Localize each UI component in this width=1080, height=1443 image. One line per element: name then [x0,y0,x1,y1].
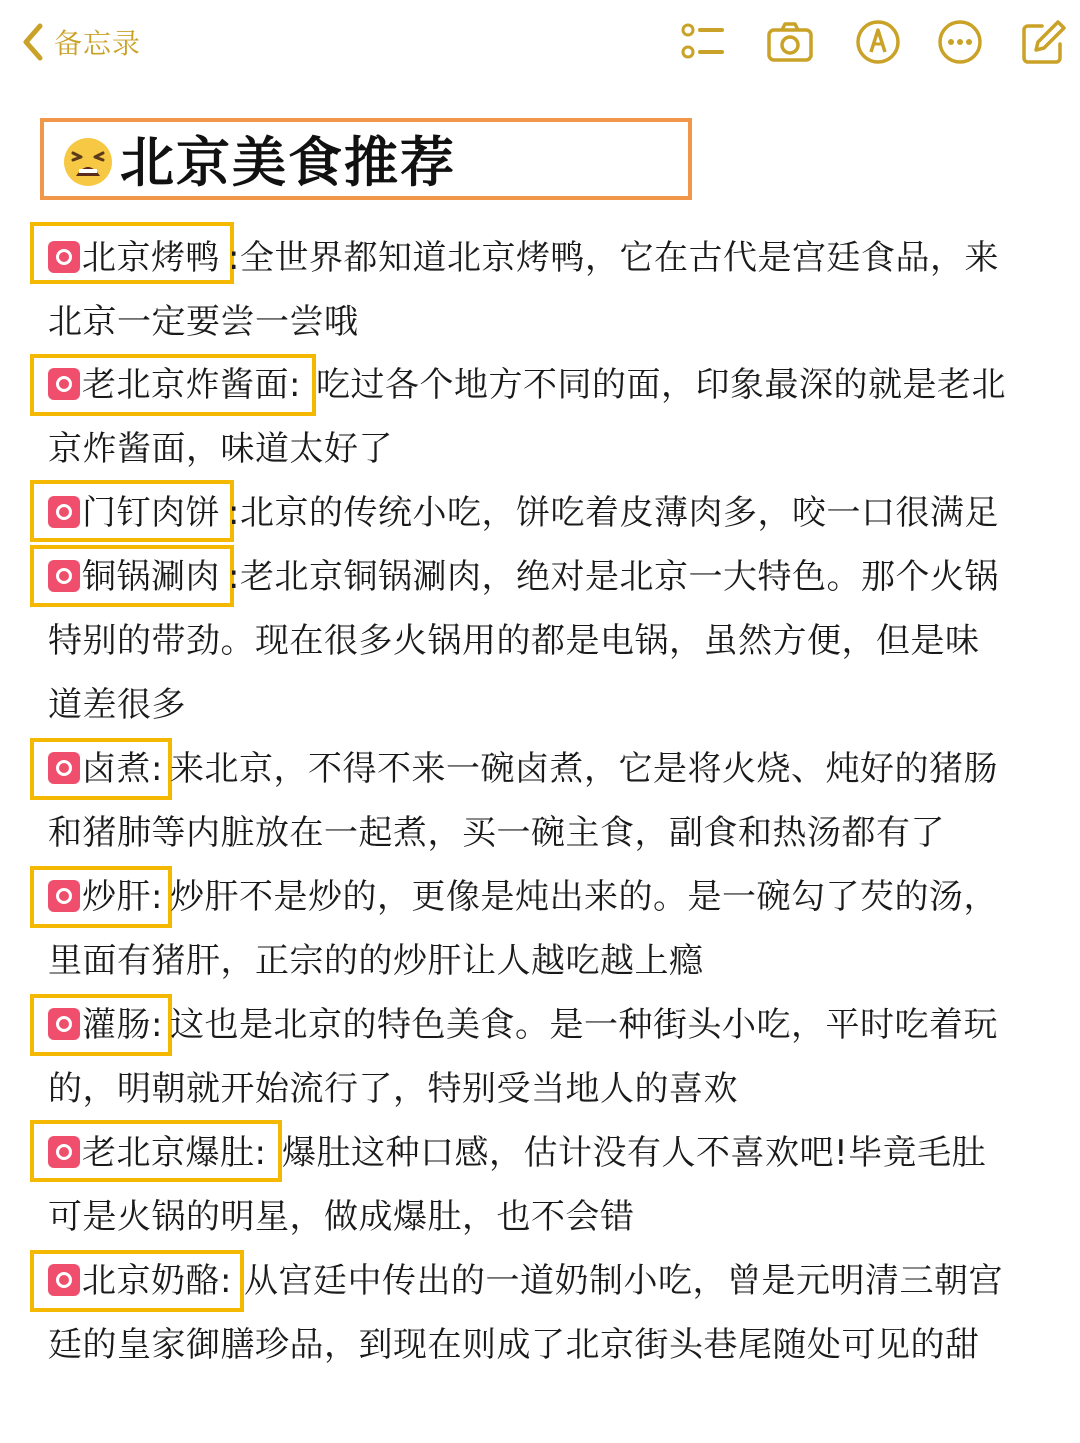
item-text: 爆肚这种口感，估计没有人不喜欢吧!毕竟毛肚 [282,1133,987,1173]
item-text: 从宫廷中传出的一道奶制小吃，曾是元明清三朝宫 [244,1261,1003,1301]
item-text: 和猪肺等内脏放在一起煮，买一碗主食，副食和热汤都有了 [48,813,945,853]
camera-icon [766,18,814,66]
note-title-box [40,118,692,200]
item-text: 北京一定要尝一尝哦 [48,302,359,342]
bullet-icon [48,1008,80,1040]
item-name: 铜锅涮肉 [82,557,220,597]
item-name: 北京烤鸭 [82,238,220,278]
item-text: 吃过各个地方不同的面，印象最深的就是老北 [316,365,1006,405]
item-name: 炒肝: [82,877,163,917]
item-text: :老北京铜锅涮肉，绝对是北京一大特色。那个火锅 [228,557,999,597]
item-text: 道差很多 [48,685,186,725]
compose-button[interactable] [1020,18,1068,66]
item-text: 京炸酱面，味道太好了 [48,429,393,469]
item-name: 老北京炸酱面: [82,365,301,405]
bullet-icon [48,496,80,528]
more-icon [936,18,984,66]
back-button[interactable] [18,18,141,66]
checklist-icon [678,18,726,66]
bullet-icon [48,1264,80,1296]
markup-button[interactable] [854,18,902,66]
item-text: 炒肝不是炒的，更像是炖出来的。是一碗勾了芡的汤， [170,877,998,917]
back-label: 备忘录 [54,27,142,60]
item-text: 来北京，不得不来一碗卤煮，它是将火烧、炖好的猪肠 [170,749,998,789]
item-text: 的，明朝就开始流行了，特别受当地人的喜欢 [48,1069,738,1109]
item-name: 卤煮: [82,749,163,789]
item-text: 里面有猪肝，正宗的的炒肝让人越吃越上瘾 [48,941,704,981]
more-button[interactable] [936,18,984,66]
bullet-icon [48,241,80,273]
item-text: 特别的带劲。现在很多火锅用的都是电锅，虽然方便，但是味 [48,621,980,661]
note-title: 北京美食推荐 [120,131,456,194]
item-name: 老北京爆肚: [82,1133,267,1173]
note-toolbar [0,0,1080,90]
item-name: 灌肠: [82,1005,163,1045]
camera-button[interactable] [766,18,814,66]
item-name: 门钉肉饼 [82,493,220,533]
item-text: :全世界都知道北京烤鸭，它在古代是宫廷食品，来 [228,238,999,278]
item-text: 这也是北京的特色美食。是一种街头小吃，平时吃着玩 [170,1005,998,1045]
bullet-icon [48,560,80,592]
bullet-icon [48,368,80,400]
checklist-button[interactable] [678,18,726,66]
tired-face-emoji-icon [62,136,114,188]
item-text: :北京的传统小吃，饼吃着皮薄肉多，咬一口很满足 [228,493,999,533]
bullet-icon [48,1136,80,1168]
chevron-left-icon [18,22,48,62]
compose-icon [1020,18,1068,66]
bullet-icon [48,752,80,784]
bullet-icon [48,880,80,912]
item-text: 廷的皇家御膳珍品，到现在则成了北京街头巷尾随处可见的甜 [48,1325,980,1365]
markup-pen-icon [854,18,902,66]
item-name: 北京奶酪: [82,1261,232,1301]
item-text: 可是火锅的明星，做成爆肚，也不会错 [48,1197,635,1237]
